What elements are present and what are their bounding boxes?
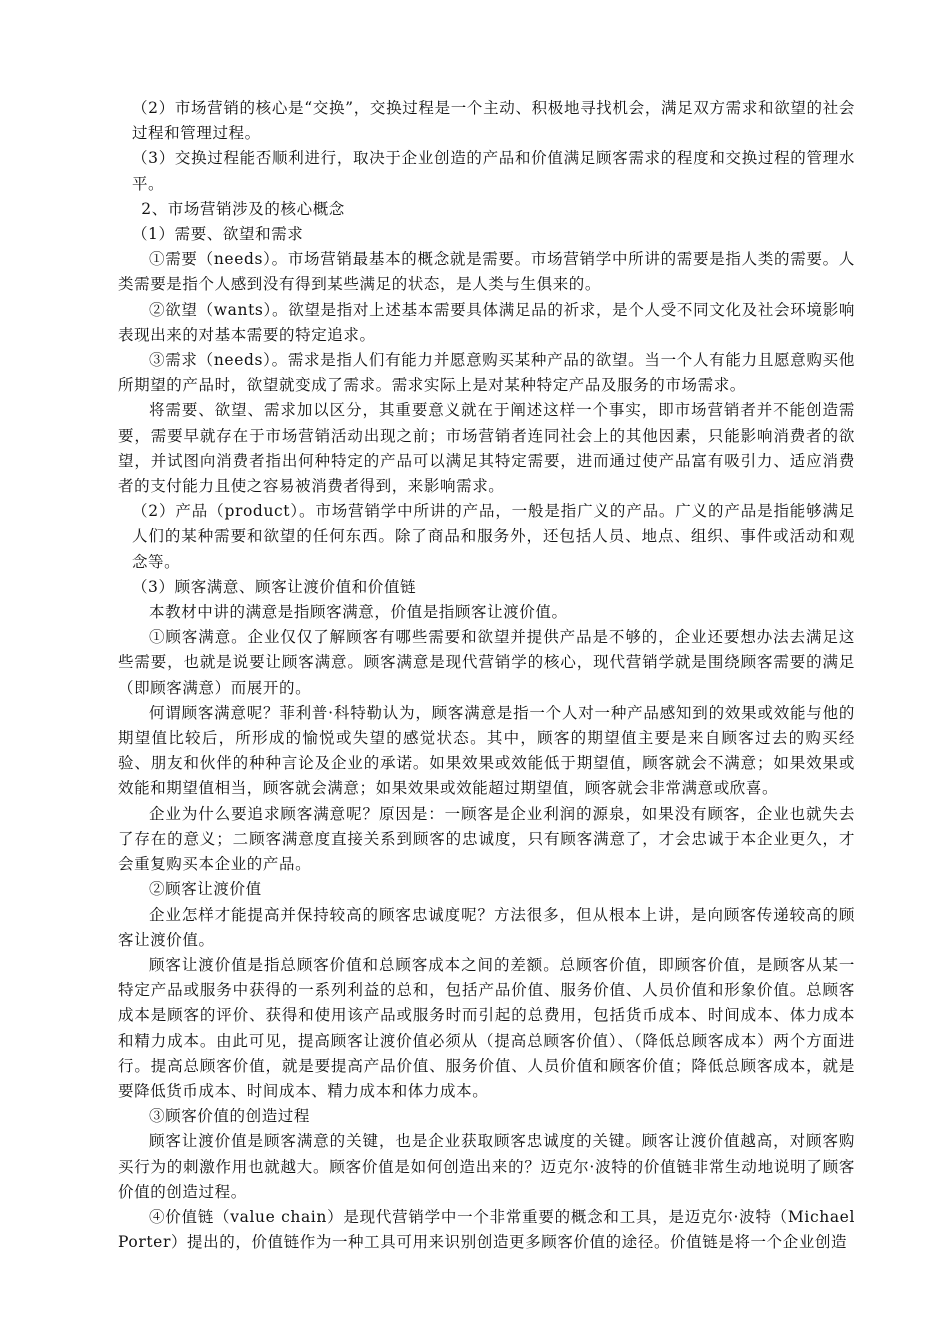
- paragraph-product: （2）产品（product）。市场营销学中所讲的产品，一般是指广义的产品。广义的产品是指能够满足人们的某种需要和欲望的任何东西。除了商品和服务外，还包括人员、地点、组织、事件或活动和观念等。: [131, 502, 855, 571]
- paragraph-loyalty: 企业怎样才能提高并保持较高的顾客忠诚度呢？方法很多，但从根本上讲，是向顾客传递较高的顾客让渡价值。: [118, 905, 855, 949]
- paragraph-delivered-value-definition: 顾客让渡价值是指总顾客价值和总顾客成本之间的差额。总顾客价值，即顾客价值，是顾客从某一特定产品或服务中获得的一系列利益的总和，包括产品价值、服务价值、人员价值和形象价值。总顾客成本是顾客的评价、获得和使用该产品或服务时而引起的总费用，包括货币成本、时间成本、体力成本和精力成本。由此可见，提高顾客让渡价值必须从（提高总顾客价值）、（降低总顾客成本）两个方面进行。提高总顾客价值，就是要提高产品价值、服务价值、人员价值和顾客价值；降低总顾客成本，就是要降低货币成本、时间成本、精力成本和体力成本。: [118, 955, 855, 1100]
- paragraph-demands: ③需求（needs）。需求是指人们有能力并愿意购买某种产品的欲望。当一个人有能力且愿意购买他所期望的产品时，欲望就变成了需求。需求实际上是对某种特定产品及服务的市场需求。: [118, 351, 855, 395]
- paragraph-value-creation: 顾客让渡价值是顾客满意的关键，也是企业获取顾客忠诚度的关键。顾客让渡价值越高，对顾客购买行为的刺激作用也就越大。顾客价值是如何创造出来的？迈克尔·波特的价值链非常生动地说明了顾客价值的创造过程。: [118, 1132, 855, 1201]
- paragraph-needs: ①需要（needs）。市场营销最基本的概念就是需要。市场营销学中所讲的需要是指人类的需要。人类需要是指个人感到没有得到某些满足的状态，是人类与生俱来的。: [118, 250, 855, 294]
- subheading-needs-wants-demands: （1）需要、欲望和需求: [131, 225, 304, 244]
- subheading-value-creation: ③顾客价值的创造过程: [149, 1107, 311, 1126]
- paragraph-exchange-process: （3）交换过程能否顺利进行，取决于企业创造的产品和价值满足顾客需求的程度和交换过程的管理水平。: [131, 149, 855, 193]
- subheading-satisfaction-value-chain: （3）顾客满意、顾客让渡价值和价值链: [131, 577, 417, 596]
- paragraph-customer-satisfaction: ①顾客满意。企业仅仅了解顾客有哪些需要和欲望并提供产品是不够的，企业还要想办法去满足这些需要，也就是说要让顾客满意。顾客满意是现代营销学的核心，现代营销学就是围绕顾客需要的满足（即顾客满意）而展开的。: [118, 628, 855, 697]
- paragraph-why-satisfaction: 企业为什么要追求顾客满意呢？原因是：一顾客是企业利润的源泉，如果没有顾客，企业也就失去了存在的意义；二顾客满意度直接关系到顾客的忠诚度，只有顾客满意了，才会忠诚于本企业更久，才会重复购买本企业的产品。: [118, 804, 855, 874]
- paragraph-kotler-definition: 何谓顾客满意呢？菲利普·科特勒认为，顾客满意是指一个人对一种产品感知到的效果或效能与他的期望值比较后，所形成的愉悦或失望的感觉状态。其中，顾客的期望值主要是来自顾客过去的购买经验、朋友和伙伴的种种言论及企业的承诺。如果效果或效能低于期望值，顾客就会不满意；如果效果或效能和期望值相当，顾客就会满意；如果效果或效能超过期望值，顾客就会非常满意或欣喜。: [118, 703, 855, 798]
- section-heading-core-concepts: 2、市场营销涉及的核心概念: [141, 199, 345, 218]
- paragraph-exchange-core: （2）市场营销的核心是“交换”，交换过程是一个主动、积极地寻找机会，满足双方需求和欲望的社会过程和管理过程。: [131, 99, 855, 143]
- paragraph-definition-note: 本教材中讲的满意是指顾客满意，价值是指顾客让渡价值。: [149, 603, 568, 622]
- paragraph-wants: ②欲望（wants）。欲望是指对上述基本需要具体满足品的祈求，是个人受不同文化及社会环境影响表现出来的对基本需要的特定追求。: [118, 300, 855, 344]
- paragraph-distinction: 将需要、欲望、需求加以区分，其重要意义就在于阐述这样一个事实，即市场营销者并不能创造需要，需要早就存在于市场营销活动出现之前；市场营销者连同社会上的其他因素，只能影响消费者的欲望，并试图向消费者指出何种特定的产品可以满足其特定需要，进而通过使产品富有吸引力、适应消费者的支付能力且使之容易被消费者得到，来影响需求。: [118, 401, 855, 496]
- document-page: [118, 96, 855, 1255]
- subheading-delivered-value: ②顾客让渡价值: [149, 880, 262, 899]
- paragraph-value-chain: ④价值链（value chain）是现代营销学中一个非常重要的概念和工具，是迈克尔·波特（Michael Porter）提出的，价值链作为一种工具可用来识别创造更多顾客价值的途径。价值链是将一个企业创造: [118, 1207, 855, 1252]
